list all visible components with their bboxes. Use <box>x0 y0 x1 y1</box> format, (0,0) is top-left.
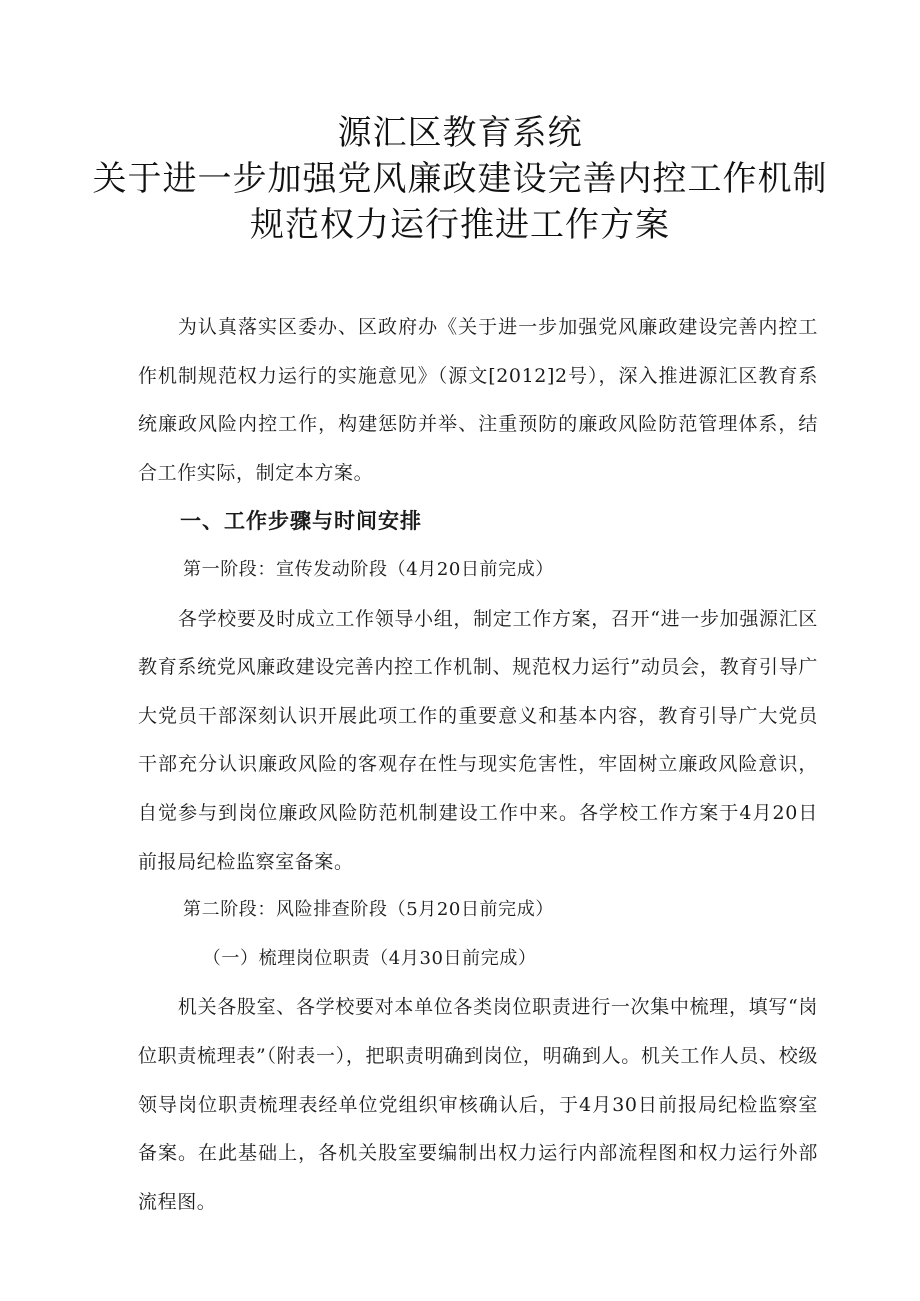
section-heading-1: 一、工作步骤与时间安排 <box>180 509 422 534</box>
document-body <box>138 303 818 1226</box>
stage-2-item-1-paragraph: 机关各股室、各学校要对本单位各类岗位职责进行一次集中梳理，填写“岗位职责梳理表”（附表一），把职责明确到岗位，明确到人。机关工作人员、校级领导岗位职责梳理表经单位党组织审核确认后，于4月30日前报局纪检监察室备案。在此基础上，各机关股室要编制出权力运行内部流程图和权力运行外部流程图。 <box>138 996 818 1213</box>
stage-1-paragraph: 各学校要及时成立工作领导小组，制定工作方案，召开“进一步加强源汇区教育系统党风廉政建设完善内控工作机制、规范权力运行”动员会，教育引导广大党员干部深刻认识开展此项工作的重要意义和基本内容，教育引导广大党员干部充分认识廉政风险的客观存在性与现实危害性，牢固树立廉政风险意识，自觉参与到岗位廉政风险防范机制建设工作中来。各学校工作方案于4月20日前报局纪检监察室备案。 <box>138 607 818 873</box>
stage-2-heading: 第二阶段：风险排查阶段（5月20日前完成） <box>183 899 554 921</box>
stage-2-item-1-heading: （一）梳理岗位职责（4月30日前完成） <box>202 947 537 969</box>
document-title <box>0 110 920 248</box>
title-line-2: 关于进一步加强党风廉政建设完善内控工作机制 <box>92 159 828 199</box>
stage-1-heading: 第一阶段：宣传发动阶段（4月20日前完成） <box>183 558 554 580</box>
title-line-1: 源汇区教育系统 <box>337 113 583 153</box>
intro-paragraph: 为认真落实区委办、区政府办《关于进一步加强党风廉政建设完善内控工作机制规范权力运行的实施意见》（源文[2012]2号），深入推进源汇区教育系统廉政风险内控工作，构建惩防并举、注重预防的廉政风险防范管理体系，结合工作实际，制定本方案。 <box>138 316 818 484</box>
title-line-3: 规范权力运行推进工作方案 <box>250 205 670 245</box>
